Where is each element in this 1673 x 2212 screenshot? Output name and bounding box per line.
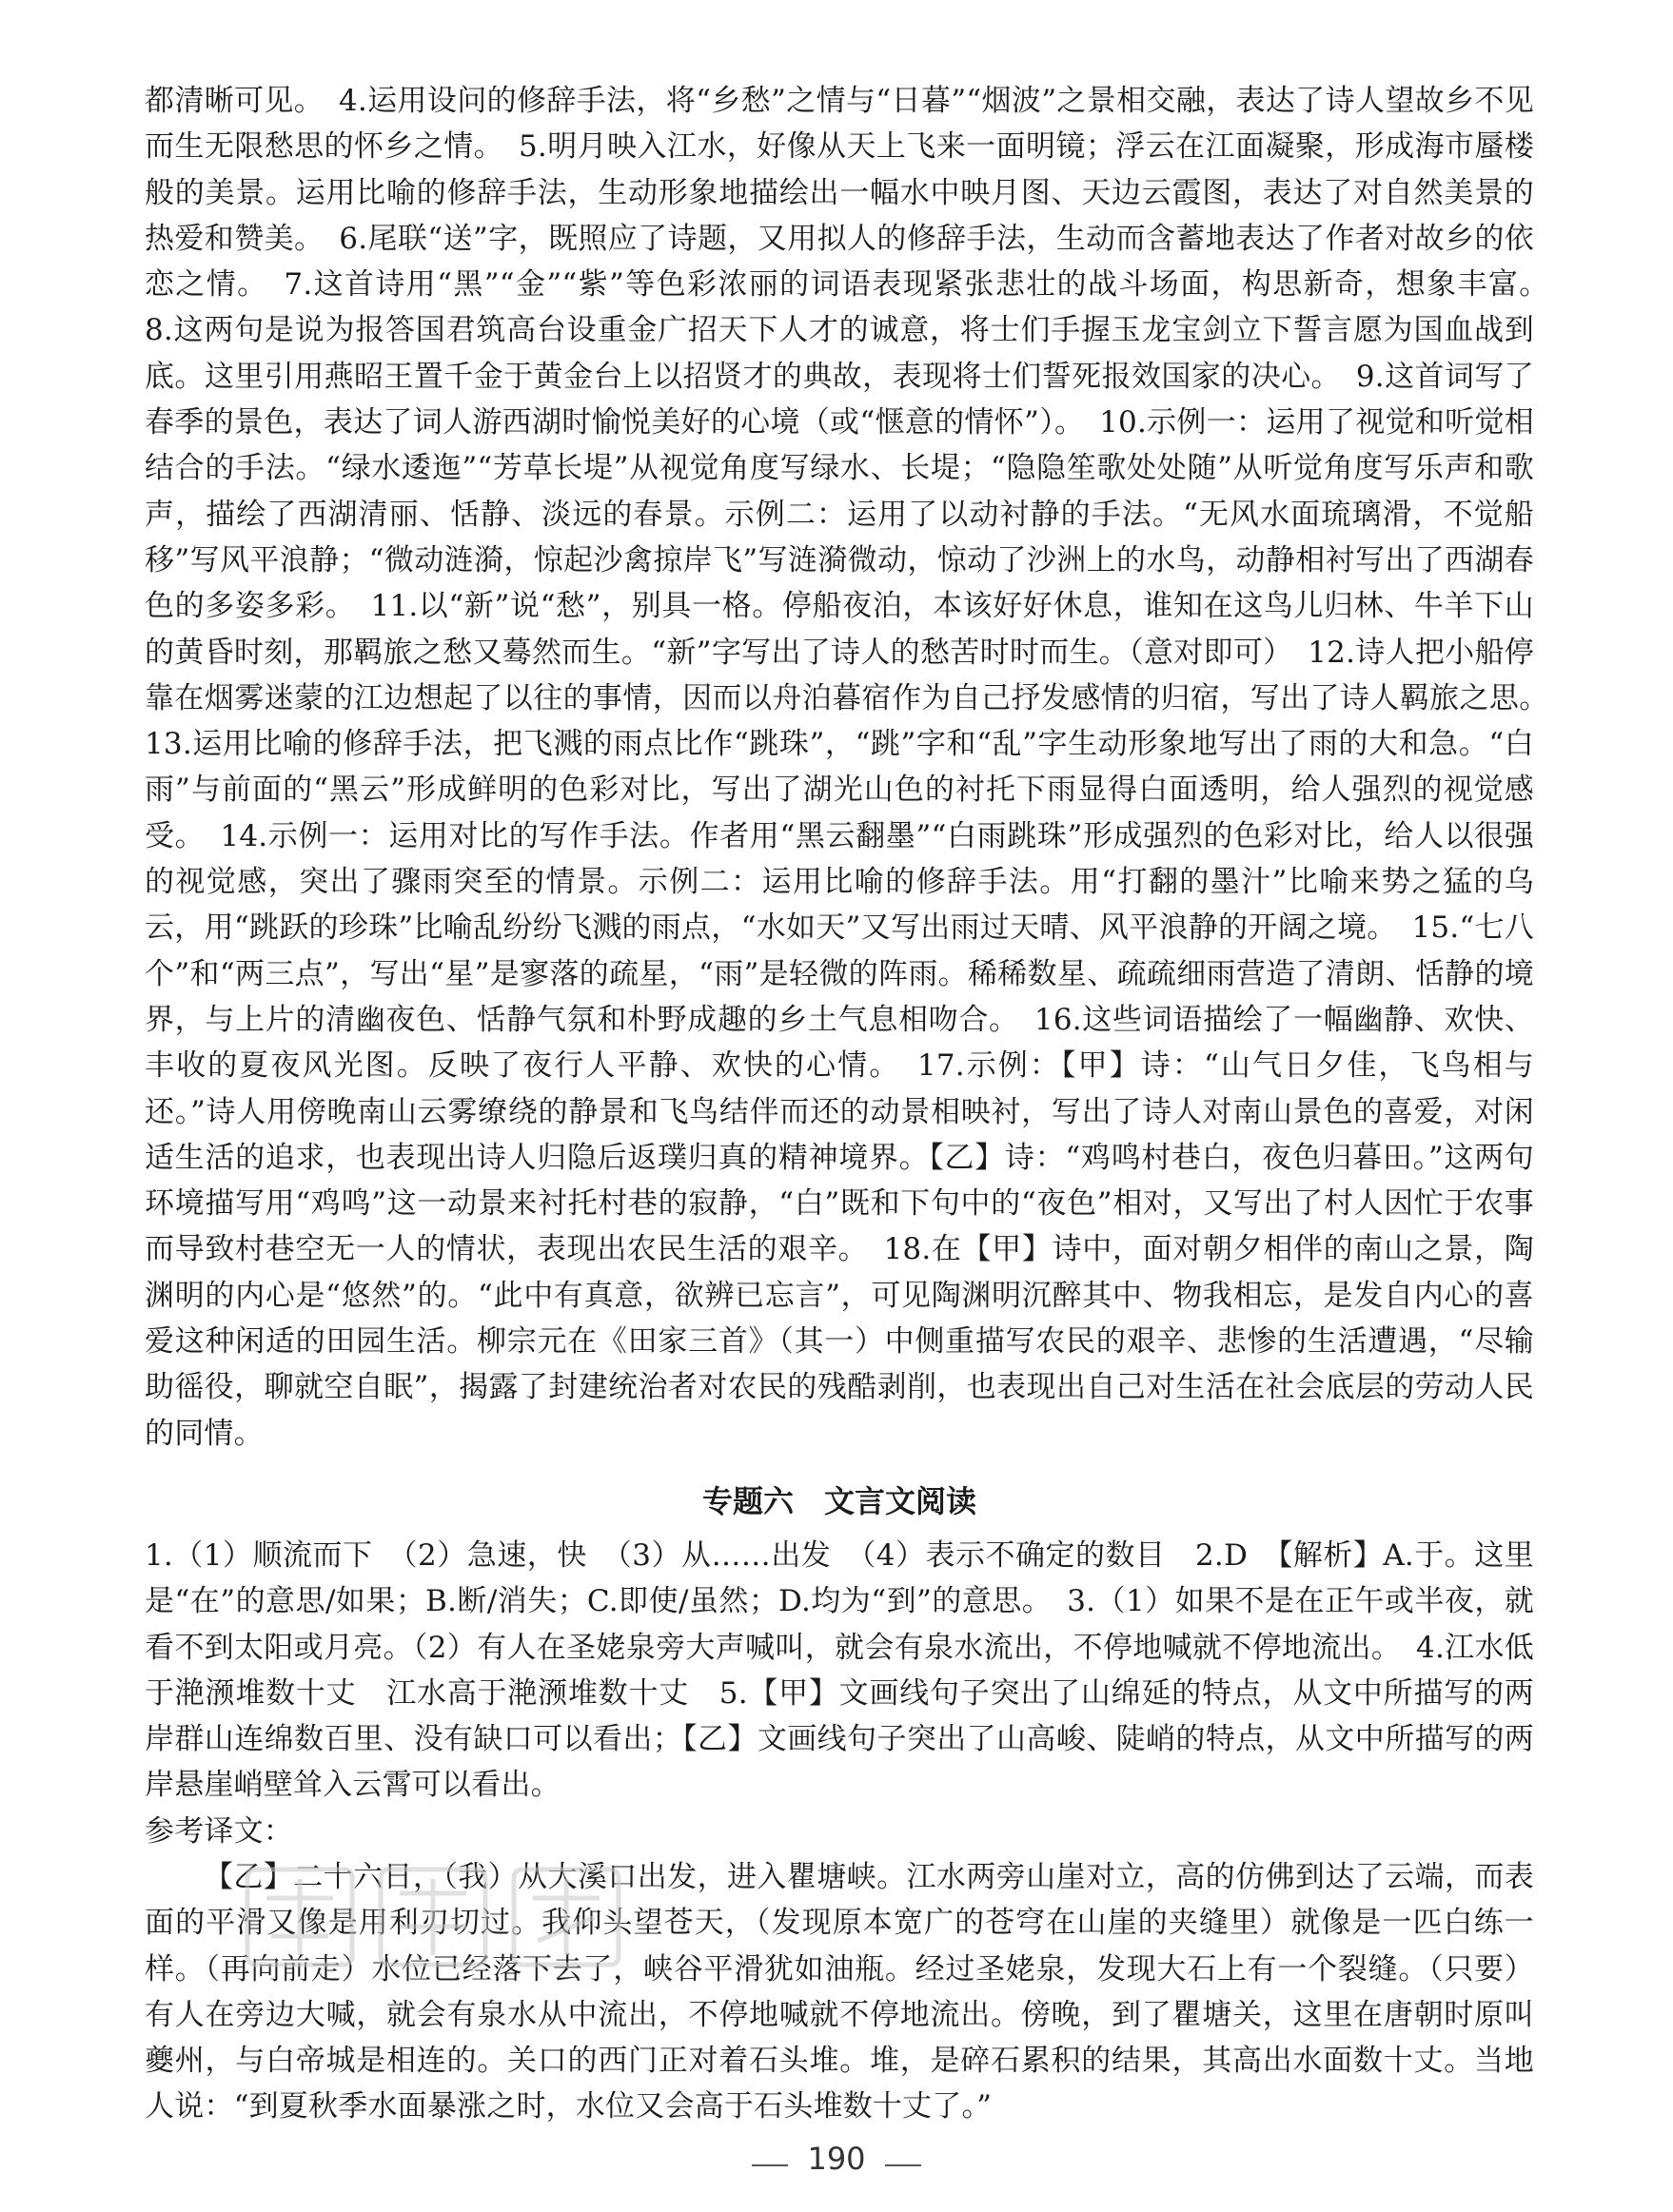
page-number: 190 [807, 2141, 866, 2177]
footer-dash-left [752, 2164, 788, 2166]
page-content [145, 78, 1565, 2130]
footer-dash-right [885, 2164, 921, 2166]
page-footer [0, 2141, 1673, 2177]
answers-paragraph-poetry: 都清晰可见。 4.运用设问的修辞手法，将“乡愁”之情与“日暮”“烟波”之景相交融，表达了诗人望故乡不见而生无限愁思的怀乡之情。 5.明月映入江水，好像从天上飞来一面明镜；浮云在江面凝聚，形成海市蜃楼般的美景。运用比喻的修辞手法，生动形象地描绘出一幅水中映月图、天边云霞图，表达了对自然美景的热爱和赞美。 6.尾联“送”字，既照应了诗题，又用拟人的修辞手法，生动而含蓄地表达了作者对故乡的依恋之情。 7.这首诗用“黑”“金”“紫”等色彩浓丽的词语表现紧张悲壮的战斗场面，构思新奇，想象丰富。 8.这两句是说为报答国君筑高台设重金广招天下人才的诚意，将士们手握玉龙宝剑立下誓言愿为国血战到底。这里引用燕昭王置千金于黄金台上以招贤才的典故，表现将士们誓死报效国家的决心。 9.这首词写了春季的景色，表达了词人游西湖时愉悦美好的心境（或“惬意的情怀”）。 10.示例一：运用了视觉和听觉相结合的手法。“绿水逶迤”“芳草长堤”从视觉角度写绿水、长堤；“隐隐笙歌处处随”从听觉角度写乐声和歌声，描绘了西湖清丽、恬静、淡远的春景。示例二：运用了以动衬静的手法。“无风水面琉璃滑，不觉船移”写风平浪静；“微动涟漪，惊起沙禽掠岸飞”写涟漪微动，惊动了沙洲上的水鸟，动静相衬写出了西湖春色的多姿多彩。 11.以“新”说“愁”，别具一格。停船夜泊，本该好好休息，谁知在这鸟儿归林、牛羊下山的黄昏时刻，那羁旅之愁又蓦然而生。“新”字写出了诗人的愁苦时时而生。（意对即可） 12.诗人把小船停靠在烟雾迷蒙的江边想起了以往的事情，因而以舟泊暮宿作为自己抒发感情的归宿，写出了诗人羁旅之思。 13.运用比喻的修辞手法，把飞溅的雨点比作“跳珠”，“跳”字和“乱”字生动形象地写出了雨的大和急。“白雨”与前面的“黑云”形成鲜明的色彩对比，写出了湖光山色的衬托下雨显得白面透明，给人强烈的视觉感受。 14.示例一：运用对比的写作手法。作者用“黑云翻墨”“白雨跳珠”形成强烈的色彩对比，给人以很强的视觉感，突出了骤雨突至的情景。示例二：运用比喻的修辞手法。用“打翻的墨汁”比喻来势之猛的乌云，用“跳跃的珍珠”比喻乱纷纷飞溅的雨点，“水如天”又写出雨过天晴、风平浪静的开阔之境。 15.“七八个”和“两三点”，写出“星”是寥落的疏星，“雨”是轻微的阵雨。稀稀数星、疏疏细雨营造了清朗、恬静的境界，与上片的清幽夜色、恬静气氛和朴野成趣的乡土气息相吻合。 16.这些词语描绘了一幅幽静、欢快、丰收的夏夜风光图。反映了夜行人平静、欢快的心情。 17.示例：【甲】诗：“山气日夕佳，飞鸟相与还。”诗人用傍晚南山云雾缭绕的静景和飞鸟结伴而还的动景相映衬，写出了诗人对南山景色的喜爱，对闲适生活的追求，也表现出诗人归隐后返璞归真的精神境界。【乙】诗：“鸡鸣村巷白，夜色归暮田。”这两句环境描写用“鸡鸣”这一动景来衬托村巷的寂静，“白”既和下句中的“夜色”相对，又写出了村人因忙于农事而导致村巷空无一人的情状，表现出农民生活的艰辛。 18.在【甲】诗中，面对朝夕相伴的南山之景，陶渊明的内心是“悠然”的。“此中有真意，欲辨已忘言”，可见陶渊明沉醉其中、物我相忘，是发自内心的喜爱这种闲适的田园生活。柳宗元在《田家三首》（其一）中侧重描写农民的艰辛、悲惨的生活遭遇，“尽输助徭役，聊就空自眠”，揭露了封建统治者对农民的残酷剥削，也表现出自己对生活在社会底层的劳动人民的同情。 [145, 84, 1565, 1451]
section-title: 专题六 文言文阅读 [701, 1482, 976, 1519]
answers-paragraph-classical: 1.（1）顺流而下 （2）急速，快 （3）从……出发 （4）表示不确定的数目 2.D 【解析】A.于。这里是“在”的意思/如果；B.断/消失；C.即使/虽然；D.均为“到”的意思。 3.（1）如果不是在正午或半夜，就看不到太阳或月亮。（2）有人在圣姥泉旁大声喊叫，就会有泉水流出，不停地喊就不停地流出。 4.江水低于滟滪堆数十丈 江水高于滟滪堆数十丈 5.【甲】文画线句子突出了山绵延的特点，从文中所描写的两岸群山连绵数百里、没有缺口可以看出；【乙】文画线句子突出了山高峻、陡峭的特点，从文中所描写的两岸悬崖峭壁耸入云霄可以看出。 [145, 1537, 1534, 1803]
reference-translation: 【乙】二十六日，（我）从大溪口出发，进入瞿塘峡。江水两旁山崖对立，高的仿佛到达了云端，而表面的平滑又像是用利刃切过。我仰头望苍天，（发现原本宽广的苍穹在山崖的夹缝里）就像是一匹白练一样。（再向前走）水位已经落下去了，峡谷平滑犹如油瓶。经过圣姥泉，发现大石上有一个裂缝。（只要）有人在旁边大喊，就会有泉水从中流出，不停地喊就不停地流出。傍晚，到了瞿塘关，这里在唐朝时原叫夔州，与白帝城是相连的。关口的西门正对着石头堆。堆，是碎石累积的结果，其高出水面数十丈。当地人说：“到夏秋季水面暴涨之时，水位又会高于石头堆数十丈了。” [145, 1859, 1534, 2124]
reference-label: 参考译文： [145, 1813, 293, 1849]
